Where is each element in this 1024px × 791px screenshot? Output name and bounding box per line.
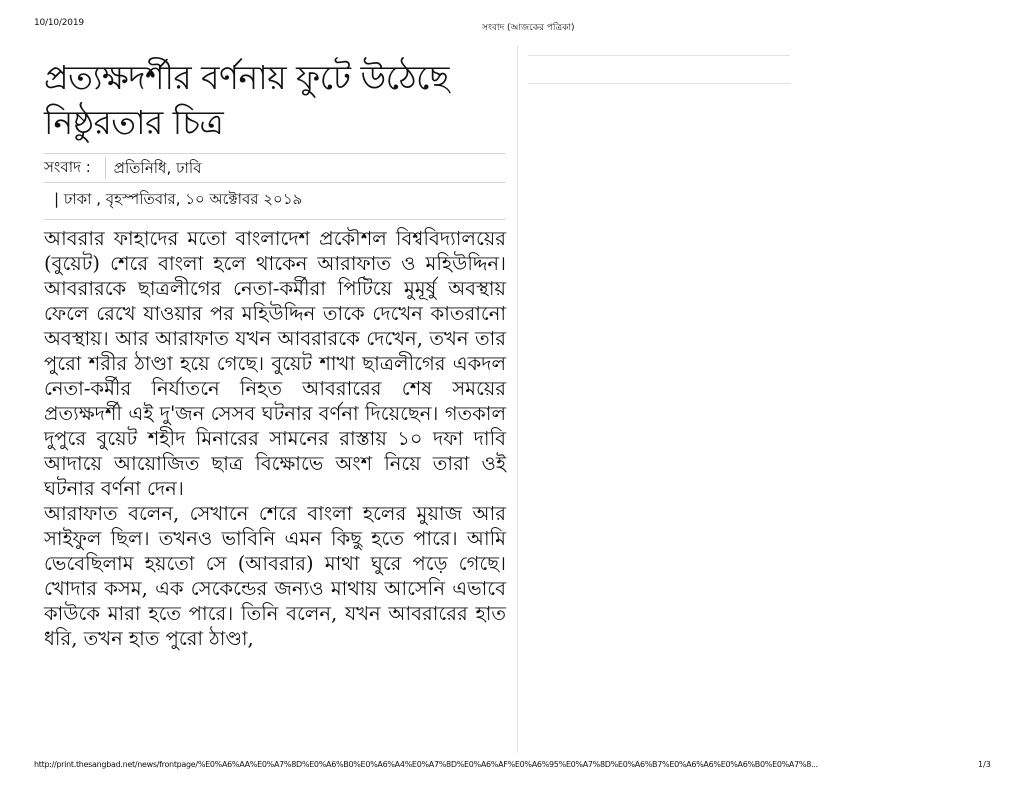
dateline: | ঢাকা , বৃহস্পতিবার, ১০ অক্টোবর ২০১৯ — [44, 183, 506, 220]
article-body — [44, 226, 506, 651]
print-page-title: সংবাদ (আজকের পত্রিকা) — [482, 23, 575, 33]
paragraph: আবরার ফাহাদের মতো বাংলাদেশ প্রকৌশল বিশ্ববিদ্যালয়ের (বুয়েট) শেরে বাংলা হলে থাকেন আরাফাত ও মহিউদ্দিন। আবরারকে ছাত্রলীগের নেতা-কর্মীরা পিটিয়ে মুমূর্ষু অবস্থায় ফেলে রেখে যাওয়ার পর মহিউদ্দিন তাকে দেখেন কাতরানো অবস্থায়। আর আরাফাত যখন আবরারকে দেখেন, তখন তার পুরো শরীর ঠাণ্ডা হয়ে গেছে। বুয়েট শাখা ছাত্রলীগের একদল নেতা-কর্মীর নির্যাতনে নিহত আবরারের শেষ সময়ের প্রত্যক্ষদর্শী এই দু'জন সেসব ঘটনার বর্ণনা দিয়েছেন। গতকাল দুপুরে বুয়েট শহীদ মিনারের সামনের রাস্তায় ১০ দফা দাবি আদায়ে আয়োজিত ছাত্র বিক্ষোভে অংশ নিয়ে তারা ওই ঘটনার বর্ণনা দেন। — [44, 227, 506, 500]
column-divider — [517, 45, 518, 753]
author: প্রতিনিধি, ঢাবি — [105, 157, 202, 179]
headline: প্রত্যক্ষদর্শীর বর্ণনায় ফুটে উঠেছে নিষ্ঠুরতার চিত্র — [44, 58, 449, 142]
page-bottom-margin — [0, 731, 516, 759]
source-label: সংবাদ : — [44, 157, 91, 176]
byline — [44, 153, 506, 183]
page-number: 1/3 — [978, 760, 991, 769]
paragraph: আরাফাত বলেন, সেখানে শেরে বাংলা হলের মুয়াজ আর সাইফুল ছিল। তখনও ভাবিনি এমন কিছু হতে পারে। আমি ভেবেছিলাম হয়তো সে (আবরার) মাথা ঘুরে পড়ে গেছে। খোদার কসম, এক সেকেন্ডের জন্যও মাথায় আসেনি এভাবে কাউকে মারা হতে পারে। তিনি বলেন, যখন আবরারের হাত ধরি, তখন হাত পুরো ঠাণ্ডা, — [44, 502, 506, 650]
article — [44, 55, 506, 651]
sidebar-rule — [528, 83, 790, 84]
print-date: 10/10/2019 — [34, 18, 84, 28]
sidebar-rule — [528, 55, 790, 56]
print-url: http://print.thesangbad.net/news/frontpage/%E0%A6%AA%E0%A7%8D%E0%A6%B0%E0%A6%A4%E0%A7%8D%E0%A6%AF%E0%A6%95%E0%A7%8D%E0%A6%B7%E0%A6%A6%E0%A6%B0%E0%A7%8... — [34, 760, 818, 769]
